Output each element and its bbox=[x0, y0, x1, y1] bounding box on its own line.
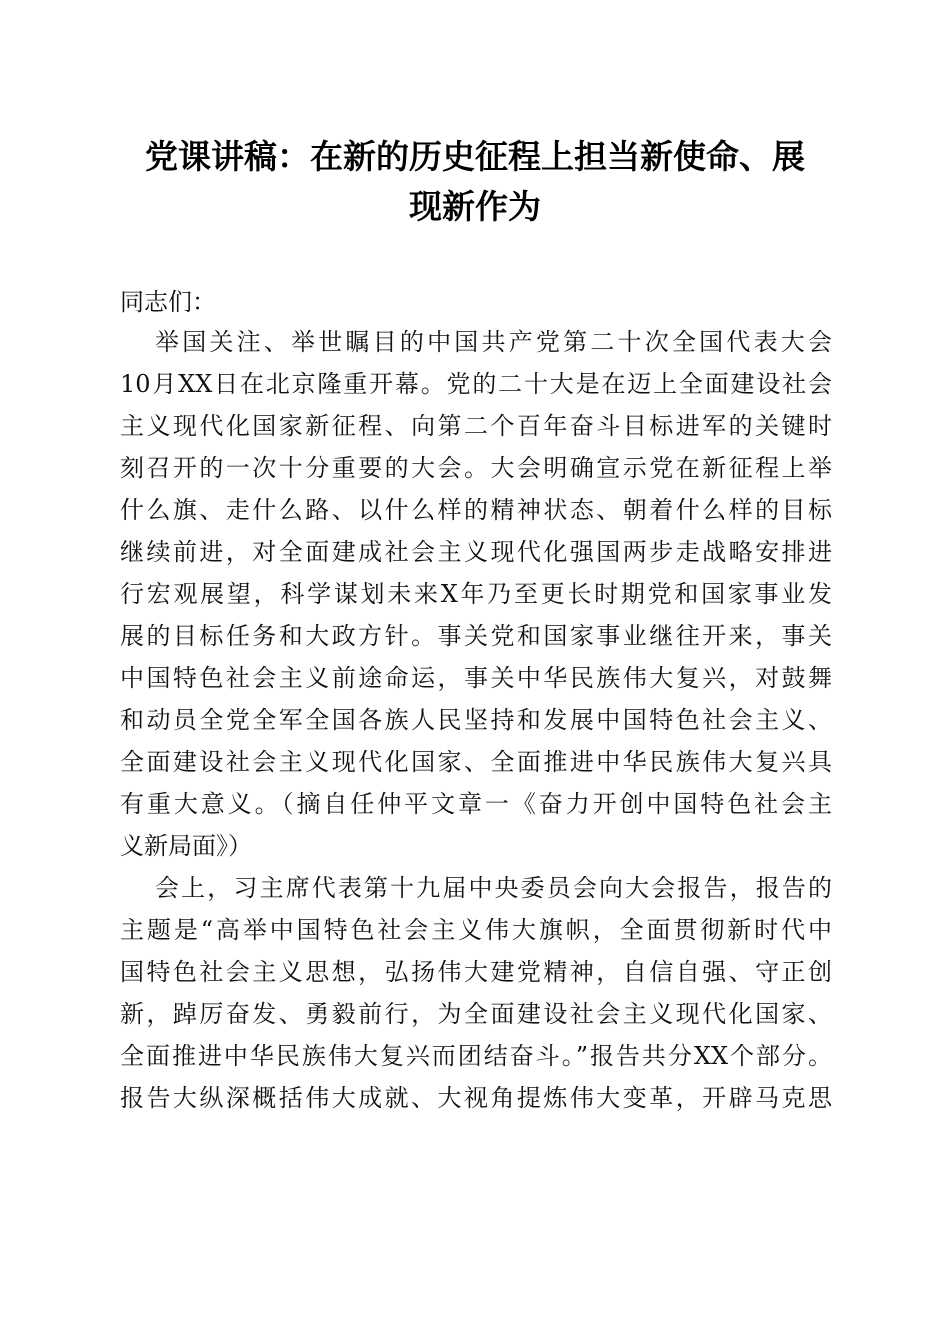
text-line: 全面建设社会主义现代化国家、全面推进中华民族伟大复兴具 bbox=[120, 748, 832, 776]
text-line: 主义现代化国家新征程、向第二个百年奋斗目标进军的关键时 bbox=[120, 412, 832, 440]
text-line: 新，踔厉奋发、勇毅前行，为全面建设社会主义现代化国家、 bbox=[120, 1000, 832, 1028]
text-line: 刻召开的一次十分重要的大会。大会明确宣示党在新征程上举 bbox=[120, 454, 832, 482]
text-line: 继续前进，对全面建成社会主义现代化强国两步走战略安排进 bbox=[120, 538, 832, 566]
text-line: 国特色社会主义思想，弘扬伟大建党精神，自信自强、守正创 bbox=[120, 958, 832, 986]
text-line: 展的目标任务和大政方针。事关党和国家事业继往开来，事关 bbox=[120, 622, 832, 650]
text-line: 义新局面》） bbox=[120, 832, 252, 860]
text-line: 和动员全党全军全国各族人民坚持和发展中国特色社会主义、 bbox=[120, 706, 832, 734]
text-line: 举国关注、举世瞩目的中国共产党第二十次全国代表大会 bbox=[155, 328, 832, 356]
text-line: 全面推进中华民族伟大复兴而团结奋斗。”报告共分XX个部分。 bbox=[120, 1042, 832, 1070]
text-line: 报告大纵深概括伟大成就、大视角提炼伟大变革，开辟马克思 bbox=[120, 1084, 832, 1112]
text-line: 10月XX日在北京隆重开幕。党的二十大是在迈上全面建设社会 bbox=[120, 370, 832, 398]
text-line: 什么旗、走什么路、以什么样的精神状态、朝着什么样的目标 bbox=[120, 496, 832, 524]
salutation: 同志们： bbox=[120, 288, 216, 316]
title-line-2: 现新作为 bbox=[409, 187, 541, 226]
document-title bbox=[100, 132, 850, 232]
text-line: 主题是“高举中国特色社会主义伟大旗帜，全面贯彻新时代中 bbox=[120, 916, 832, 944]
text-line: 中国特色社会主义前途命运，事关中华民族伟大复兴，对鼓舞 bbox=[120, 664, 832, 692]
title-line-1: 党课讲稿：在新的历史征程上担当新使命、展 bbox=[145, 137, 805, 176]
text-line: 有重大意义。（摘自任仲平文章一《奋力开创中国特色社会主 bbox=[120, 790, 832, 818]
text-line: 行宏观展望，科学谋划未来X年乃至更长时期党和国家事业发 bbox=[120, 580, 832, 608]
text-line: 会上，习主席代表第十九届中央委员会向大会报告，报告的 bbox=[155, 874, 832, 902]
